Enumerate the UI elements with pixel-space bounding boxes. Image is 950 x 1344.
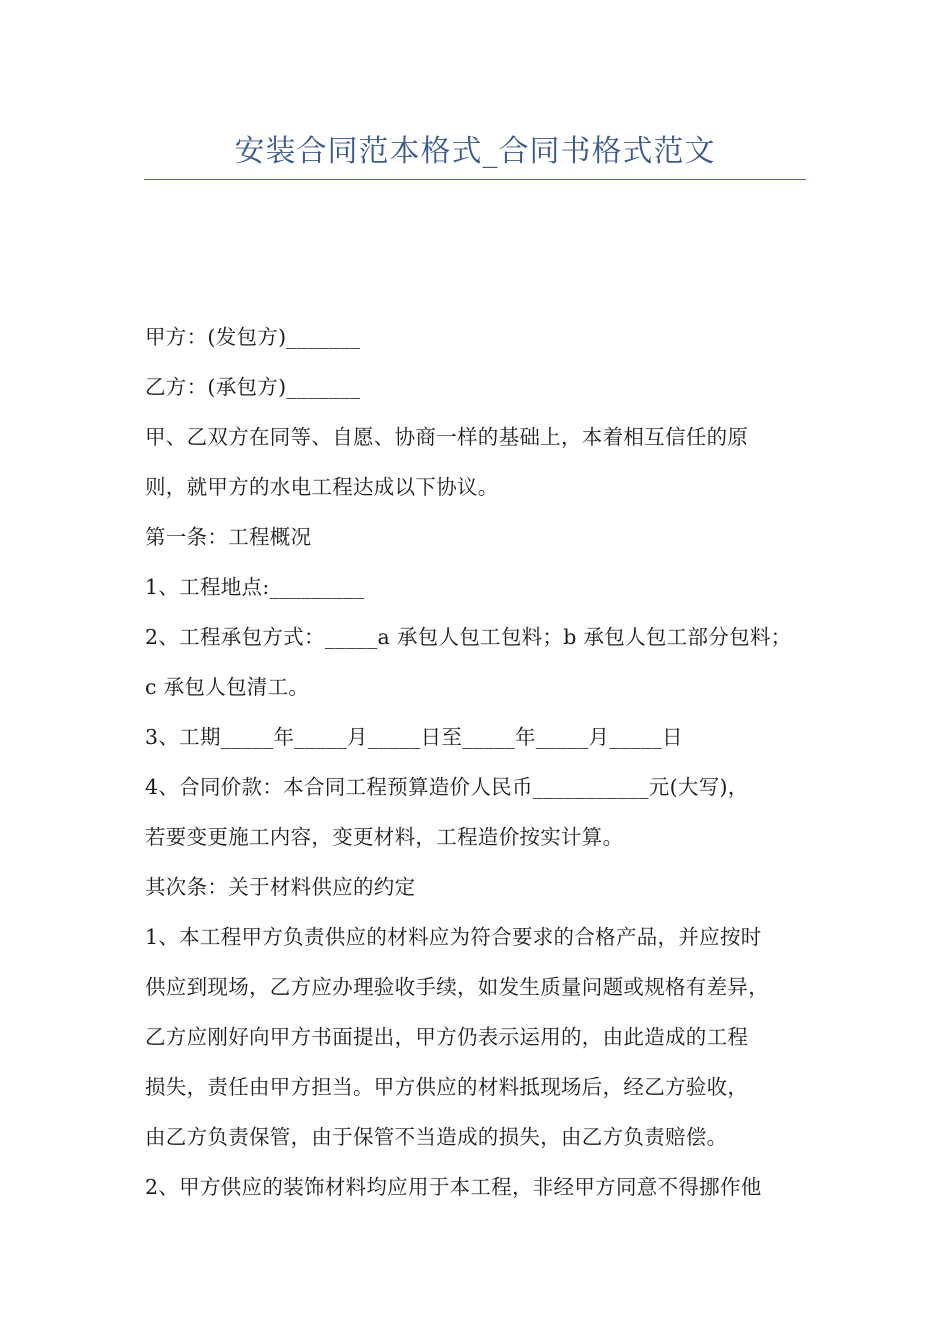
document-body xyxy=(145,312,825,1212)
clause-line: 1、工程地点:_________ xyxy=(145,575,365,599)
paragraph-line: 甲、乙双方在同等、自愿、协商一样的基础上，本着相互信任的原 xyxy=(145,425,749,449)
section-heading: 其次条：关于材料供应的约定 xyxy=(145,875,416,899)
clause-line: 3、工期_____年_____月_____日至_____年_____月_____日 xyxy=(145,725,683,749)
section-heading: 第一条：工程概况 xyxy=(145,525,312,549)
clause-line: 若要变更施工内容，变更材料，工程造价按实计算。 xyxy=(145,825,624,849)
party-b-line: 乙方：(承包方)_______ xyxy=(145,375,361,399)
clause-line: 2、工程承包方式：_____a 承包人包工包料；b 承包人包工部分包料； xyxy=(145,625,792,649)
clause-line: 1、本工程甲方负责供应的材料应为符合要求的合格产品，并应按时 xyxy=(145,925,762,949)
clause-line: 2、甲方供应的装饰材料均应用于本工程，非经甲方同意不得挪作他 xyxy=(145,1175,762,1199)
clause-line: 损失，责任由甲方担当。甲方供应的材料抵现场后，经乙方验收， xyxy=(145,1075,749,1099)
clause-line: 4、合同价款：本合同工程预算造价人民币___________元(大写)， xyxy=(145,775,749,799)
party-a-line: 甲方：(发包方)_______ xyxy=(145,325,361,349)
document-title: 安装合同范本格式_合同书格式范文 xyxy=(234,134,716,169)
paragraph-line: 则，就甲方的水电工程达成以下协议。 xyxy=(145,475,499,499)
title-underline xyxy=(144,179,806,180)
clause-line: 乙方应刚好向甲方书面提出，甲方仍表示运用的，由此造成的工程 xyxy=(145,1025,749,1049)
clause-line: c 承包人包清工。 xyxy=(145,675,310,699)
clause-line: 供应到现场，乙方应办理验收手续，如发生质量问题或规格有差异， xyxy=(145,975,769,999)
clause-line: 由乙方负责保管，由于保管不当造成的损失，由乙方负责赔偿。 xyxy=(145,1125,728,1149)
